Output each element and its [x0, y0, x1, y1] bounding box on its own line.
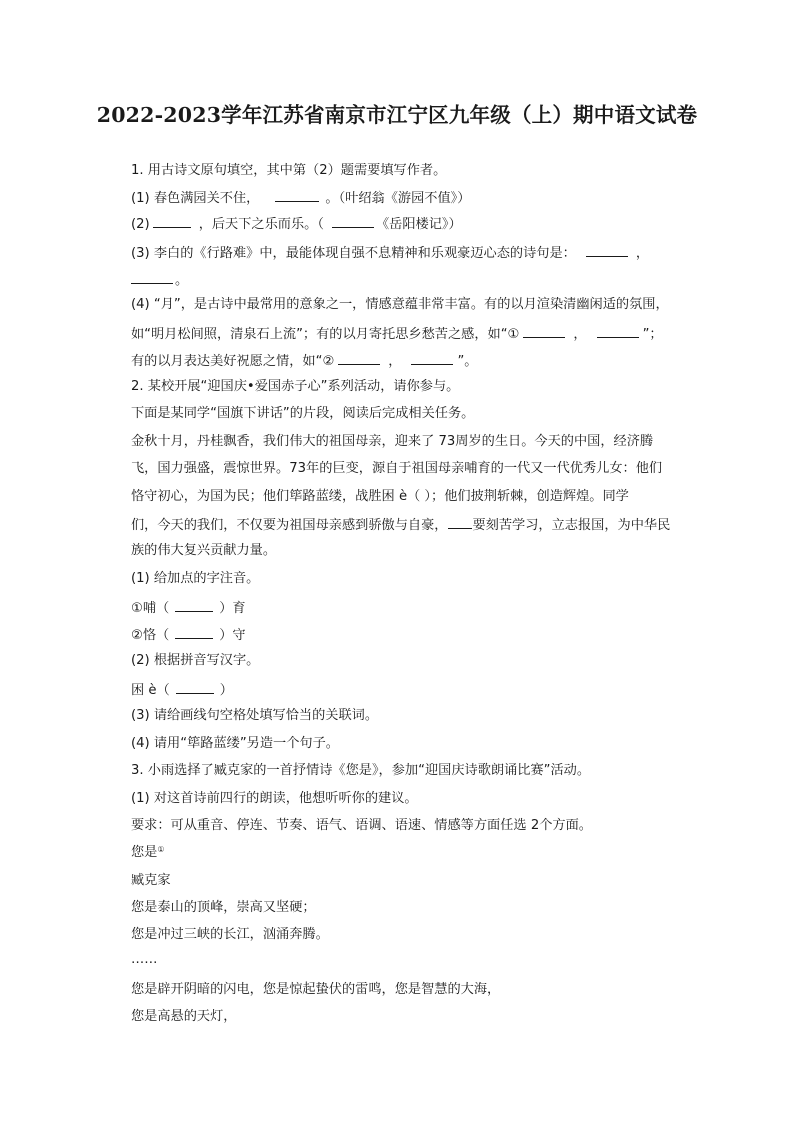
- pinyin-blank[interactable]: [175, 598, 213, 612]
- q1-line-5: [131, 324, 663, 342]
- q1-line-3-text-c: 。: [175, 273, 189, 288]
- answer-blank[interactable]: [523, 324, 565, 338]
- q1-line-5-text-b: ，: [573, 327, 587, 342]
- q2-sub-2a-pre: 困 è（: [131, 683, 170, 698]
- q2-sub-2a-post: ）: [219, 683, 233, 698]
- q1-line-2-text-a: (2): [131, 217, 150, 232]
- q2-passage-line-1: 金秋十月，丹桂飘香，我们伟大的祖国母亲，迎来了 73周岁的生日。今天的中国，经济腾: [131, 434, 654, 449]
- q3-stem: 3. 小雨选择了臧克家的一首抒情诗《您是》，参加“迎国庆诗歌朗诵比赛”活动。: [131, 763, 591, 778]
- poem-ellipsis: ……: [131, 952, 158, 967]
- q1-stem: 1. 用古诗文原句填空，其中第（2）题需要填写作者。: [131, 163, 447, 178]
- answer-blank[interactable]: [586, 243, 628, 257]
- answer-blank[interactable]: [131, 270, 173, 284]
- exam-title: 2022-2023学年江苏省南京市江宁区九年级（上）期中语文试卷: [96, 103, 698, 127]
- q3-sub-1: (1) 对这首诗前四行的朗读，他想听听你的建议。: [131, 791, 418, 806]
- q1-line-2-text-b: ，后天下之乐而乐。（: [198, 217, 324, 232]
- answer-blank[interactable]: [597, 324, 639, 338]
- q2-passage-line-5: 族的伟大复兴贡献力量。: [131, 543, 277, 558]
- poem-title: [131, 844, 165, 862]
- answer-blank[interactable]: [275, 188, 319, 202]
- q2-sub-1b-pre: ②恪（: [131, 628, 170, 643]
- q2-passage-line-4-text-b: 要刻苦学习，立志报国，为中华民: [472, 518, 671, 533]
- q2-sub-1b: [131, 625, 246, 643]
- q2-sub-1a: [131, 598, 246, 616]
- q2-passage-line-2: 飞，国力强盛，震惊世界。73年的巨变，源自于祖国母亲哺育的一代又一代优秀儿女：他们: [131, 461, 663, 476]
- poem-verse-1: 您是泰山的顶峰，崇高又坚硬；: [131, 900, 316, 915]
- q2-sub-1a-pre: ①哺（: [131, 601, 170, 616]
- q1-line-4: (4) “月”，是古诗中最常用的意象之一，情感意蕴非常丰富。有的以月渲染清幽闲适的氛围，: [131, 297, 669, 312]
- q3-requirement: 要求：可从重音、停连、节奏、语气、语调、语速、情感等方面任选 2个方面。: [131, 818, 592, 833]
- q2-sub-2: (2) 根据拼音写汉字。: [131, 653, 260, 668]
- q1-line-6-text-a: 有的以月表达美好祝愿之情，如“②: [131, 354, 335, 369]
- q1-line-3-text-a: (3) 李白的《行路难》中，最能体现自强不息精神和乐观豪迈心态的诗句是：: [131, 246, 576, 261]
- q1-line-1-text-b: 。（叶绍翁《游园不值》）: [325, 191, 471, 206]
- q2-passage-line-4: [131, 515, 670, 533]
- footnote-marker: ①: [157, 845, 165, 854]
- q1-line-1: [131, 188, 470, 206]
- q2-stem: 2. 某校开展“迎国庆•爱国赤子心”系列活动，请你参与。: [131, 379, 460, 394]
- q1-line-3: [131, 243, 649, 261]
- q1-line-5-text-a: 如“明月松间照，清泉石上流”；有的以月寄托思乡愁苦之感，如“①: [131, 327, 520, 342]
- answer-blank[interactable]: [338, 351, 380, 365]
- poem-verse-2: 您是冲过三峡的长江，汹涌奔腾。: [131, 927, 329, 942]
- poem-verse-4: 您是高悬的天灯，: [131, 1009, 237, 1024]
- answer-blank[interactable]: [153, 214, 191, 228]
- q1-line-3-cont: [131, 270, 188, 288]
- q2-sub-1a-post: ）育: [219, 601, 246, 616]
- author-blank[interactable]: [332, 214, 374, 228]
- q1-line-6-text-b: ，: [388, 354, 402, 369]
- q1-line-3-text-b: ，: [635, 246, 650, 261]
- q1-line-2-text-c: 《岳阳楼记》）: [375, 217, 462, 232]
- q1-line-6: [131, 351, 478, 369]
- q1-line-2: [131, 214, 462, 232]
- answer-blank[interactable]: [411, 351, 453, 365]
- q2-sub-2a: [131, 680, 233, 698]
- q2-passage-line-3: 恪守初心，为国为民；他们筚路蓝缕，战胜困 è（ ）；他们披荆斩棘，创造辉煌。同学: [131, 489, 629, 504]
- q2-intro: 下面是某同学“国旗下讲话”的片段，阅读后完成相关任务。: [131, 406, 475, 421]
- q2-sub-3: (3) 请给画线句空格处填写恰当的关联词。: [131, 708, 379, 723]
- q2-sub-1b-post: ）守: [219, 628, 246, 643]
- q2-passage-line-4-text-a: 们，今天的我们，不仅要为祖国母亲感到骄傲与自豪，: [131, 518, 448, 533]
- poem-verse-3: 您是辟开阴暗的闪电，您是惊起蛰伏的雷鸣，您是智慧的大海，: [131, 982, 501, 997]
- q2-sub-4: (4) 请用“筚路蓝缕”另造一个句子。: [131, 736, 339, 751]
- q1-line-6-text-c: ”。: [457, 354, 478, 369]
- pinyin-blank[interactable]: [175, 625, 213, 639]
- character-blank[interactable]: [176, 680, 214, 694]
- conjunction-blank[interactable]: [448, 515, 472, 529]
- poem-author: 臧克家: [131, 873, 171, 888]
- q1-line-5-text-c: ”；: [642, 327, 663, 342]
- q2-sub-1: (1) 给加点的字注音。: [131, 571, 260, 586]
- poem-title-text: 您是: [131, 845, 158, 860]
- q1-line-1-text-a: (1) 春色满园关不住，: [131, 191, 260, 206]
